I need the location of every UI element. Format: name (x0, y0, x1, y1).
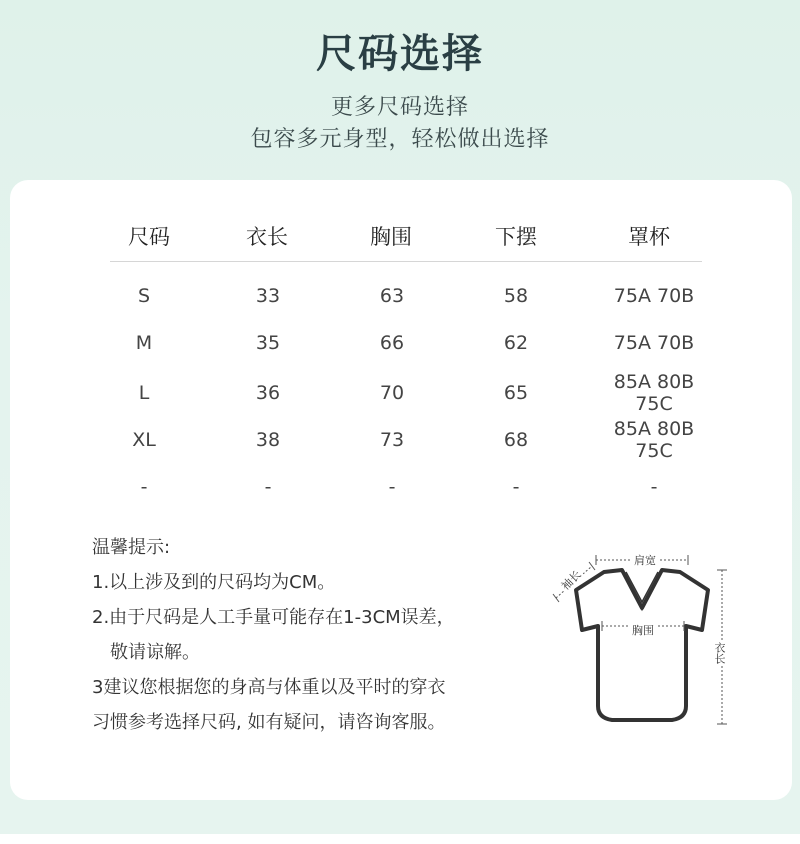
header-size: 尺码 (128, 224, 170, 249)
cell-size: - (140, 475, 148, 498)
tip-line: 敬请谅解。 (110, 642, 200, 663)
table-row (110, 369, 702, 416)
tip-line: 习惯参考选择尺码, 如有疑问，请咨询客服。 (92, 712, 446, 733)
cell-cup: 75A 70B (613, 284, 695, 307)
cell-chest: 63 (379, 284, 405, 307)
table-row (110, 463, 702, 510)
cell-length: 38 (255, 428, 281, 451)
header-chest: 胸围 (370, 224, 412, 249)
cell-cup: 85A 80B 75C (613, 417, 695, 462)
tip-line: 2.由于尺码是人工手量可能存在1-3CM误差， (92, 607, 455, 628)
cell-chest: 70 (379, 381, 405, 404)
table-row (110, 272, 702, 319)
cell-size: M (135, 331, 153, 354)
cell-chest: - (388, 475, 396, 498)
sleeve-label: 袖长 (556, 565, 586, 595)
table-row (110, 416, 702, 463)
page-title: 尺码选择 (316, 31, 484, 77)
cell-chest: 73 (379, 428, 405, 451)
cell-hem: 62 (503, 331, 529, 354)
cell-cup: 85A 80B 75C (613, 370, 695, 415)
table-row (110, 319, 702, 366)
cell-hem: 65 (503, 381, 529, 404)
tip-line: 1.以上涉及到的尺码均为CM。 (92, 572, 336, 593)
chest-label: 胸围 (632, 624, 654, 637)
cell-chest: 66 (379, 331, 405, 354)
cell-cup: 75A 70B (613, 331, 695, 354)
cell-length: 33 (255, 284, 281, 307)
tips-section (92, 530, 522, 740)
cell-cup: - (650, 475, 658, 498)
subtitle-primary: 更多尺码选择 (330, 95, 469, 120)
cell-size: S (137, 284, 151, 307)
cell-size: L (138, 381, 150, 404)
bottom-strip (0, 834, 800, 844)
length-label: 衣长 (713, 642, 726, 664)
cell-size: XL (132, 428, 156, 451)
header-length: 衣长 (246, 224, 288, 249)
header (0, 0, 800, 180)
cell-length: - (264, 475, 272, 498)
shoulder-label: 肩宽 (634, 554, 656, 567)
cell-length: 36 (255, 381, 281, 404)
cell-length: 35 (255, 331, 281, 354)
table-header (110, 210, 702, 262)
cell-hem: 58 (503, 284, 529, 307)
garment-diagram (548, 546, 738, 736)
tip-line: 3建议您根据您的身高与体重以及平时的穿衣 (92, 677, 446, 698)
cell-hem: - (512, 475, 520, 498)
header-hem: 下摆 (495, 224, 537, 249)
cell-hem: 68 (503, 428, 529, 451)
header-cup: 罩杯 (628, 224, 670, 249)
tips-heading: 温馨提示: (92, 537, 171, 558)
subtitle-secondary: 包容多元身型，轻松做出选择 (250, 127, 550, 152)
size-table (110, 210, 702, 510)
